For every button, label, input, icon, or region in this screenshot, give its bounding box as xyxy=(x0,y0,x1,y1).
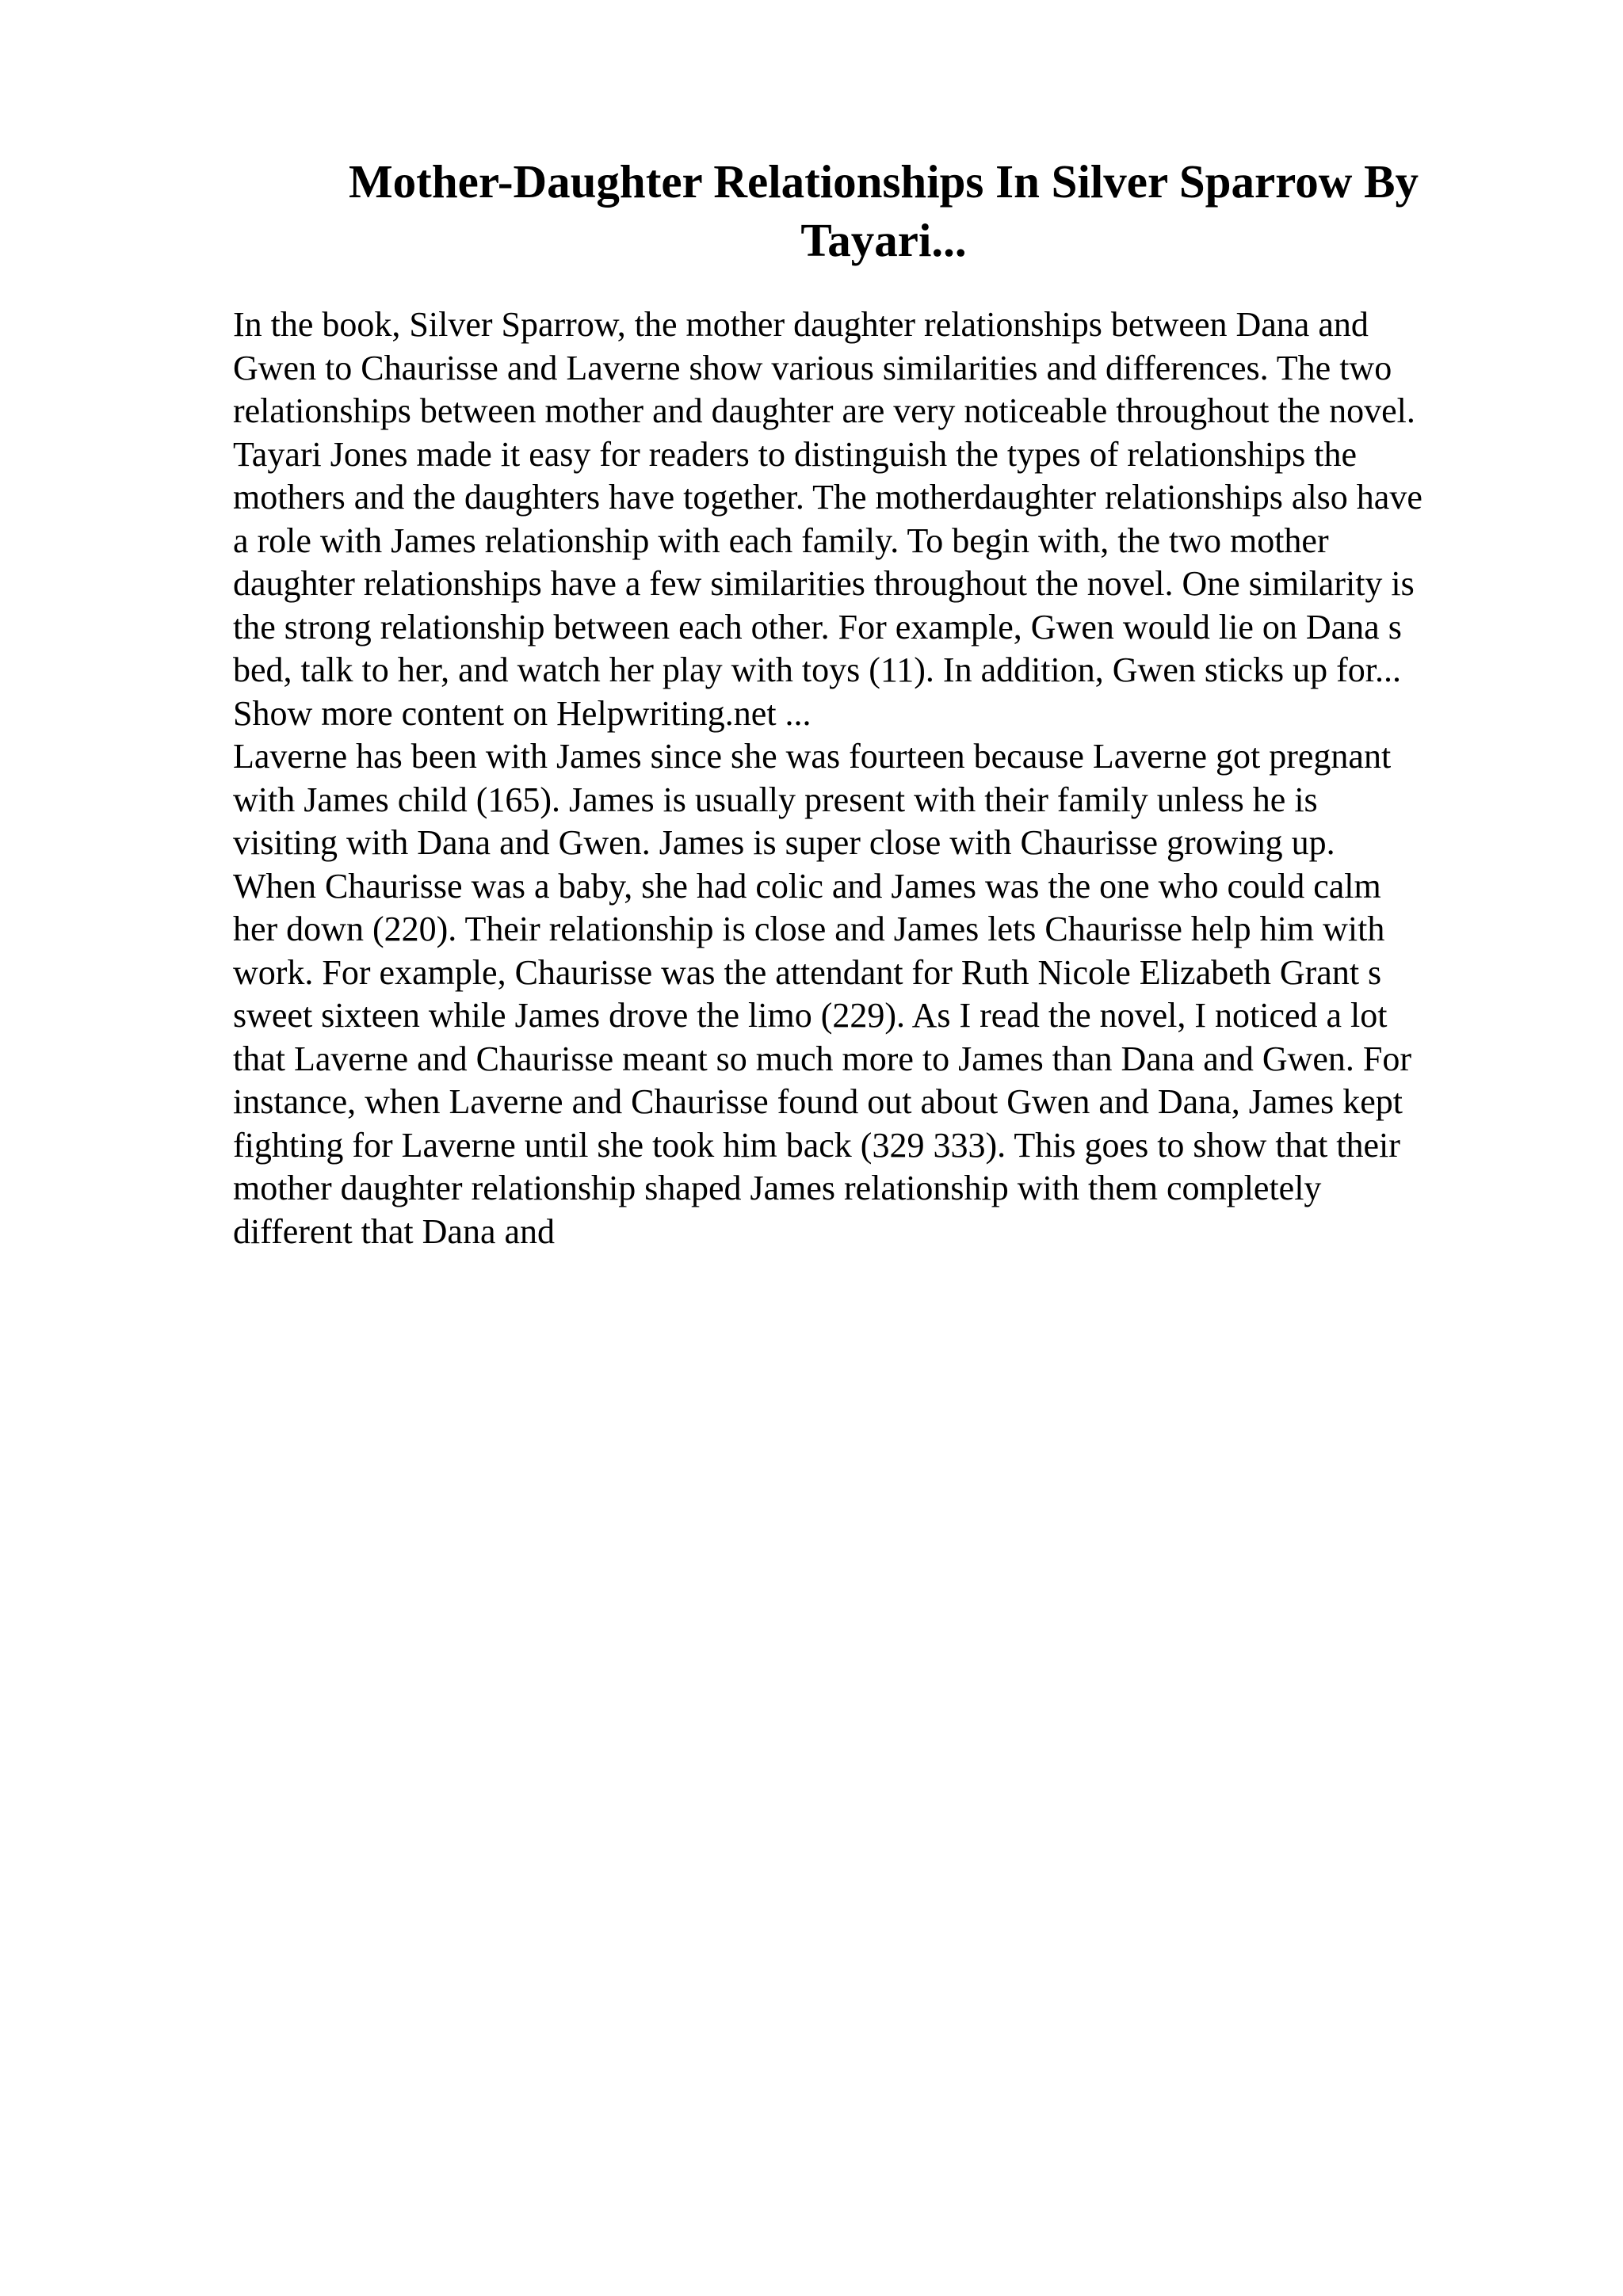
body-line-22: different that Dana and xyxy=(233,1211,556,1251)
body-line-14: When Chaurisse was a baby, she had colic and James was the one who could calm xyxy=(233,866,1381,906)
body-line-19: instance, when Laverne and Chaurisse found out about Gwen and Dana, James kept xyxy=(233,1082,1403,1121)
body-line-7: daughter relationships have a few similarities throughout the novel. One similarity is xyxy=(233,564,1415,603)
body-line-5: mothers and the daughters have together. The motherdaughter relationships also have xyxy=(233,478,1423,517)
body-line-21: mother daughter relationship shaped James relationship with them completely xyxy=(233,1169,1322,1207)
show-more-line: Show more content on Helpwriting.net ... xyxy=(233,693,812,733)
body-line-6: a role with James relationship with each family. To begin with, the two mother xyxy=(233,521,1329,560)
body-line-12: with James child (165). James is usually present with their family unless he is xyxy=(233,780,1318,819)
document-title xyxy=(262,152,1506,269)
body-line-3: relationships between mother and daughter are very noticeable throughout the novel. xyxy=(233,391,1415,430)
body-line-9: bed, talk to her, and watch her play with toys (11). In addition, Gwen sticks up for... xyxy=(233,650,1401,689)
body-line-15: her down (220). Their relationship is close and James lets Chaurisse help him with xyxy=(233,910,1385,948)
body-line-11: Laverne has been with James since she was fourteen because Laverne got pregnant xyxy=(233,737,1392,776)
title-line-2: Tayari... xyxy=(800,214,967,266)
title-line-1: Mother-Daughter Relationships In Silver Sparrow By xyxy=(349,155,1419,208)
body-line-16: work. For example, Chaurisse was the attendant for Ruth Nicole Elizabeth Grant s xyxy=(233,952,1382,992)
essay-body xyxy=(233,303,1509,1253)
body-line-13: visiting with Dana and Gwen. James is super close with Chaurisse growing up. xyxy=(233,823,1335,862)
body-line-1: In the book, Silver Sparrow, the mother daughter relationships between Dana and xyxy=(233,305,1369,344)
body-line-20: fighting for Laverne until she took him back (329 333). This goes to show that their xyxy=(233,1125,1400,1165)
body-line-18: that Laverne and Chaurisse meant so much more to James than Dana and Gwen. For xyxy=(233,1039,1412,1078)
body-line-2: Gwen to Chaurisse and Laverne show various similarities and differences. The two xyxy=(233,348,1392,387)
body-line-17: sweet sixteen while James drove the limo (229). As I read the novel, I noticed a lot xyxy=(233,996,1388,1035)
body-line-8: the strong relationship between each other. For example, Gwen would lie on Dana s xyxy=(233,607,1402,646)
body-line-4: Tayari Jones made it easy for readers to distinguish the types of relationships the xyxy=(233,434,1358,474)
